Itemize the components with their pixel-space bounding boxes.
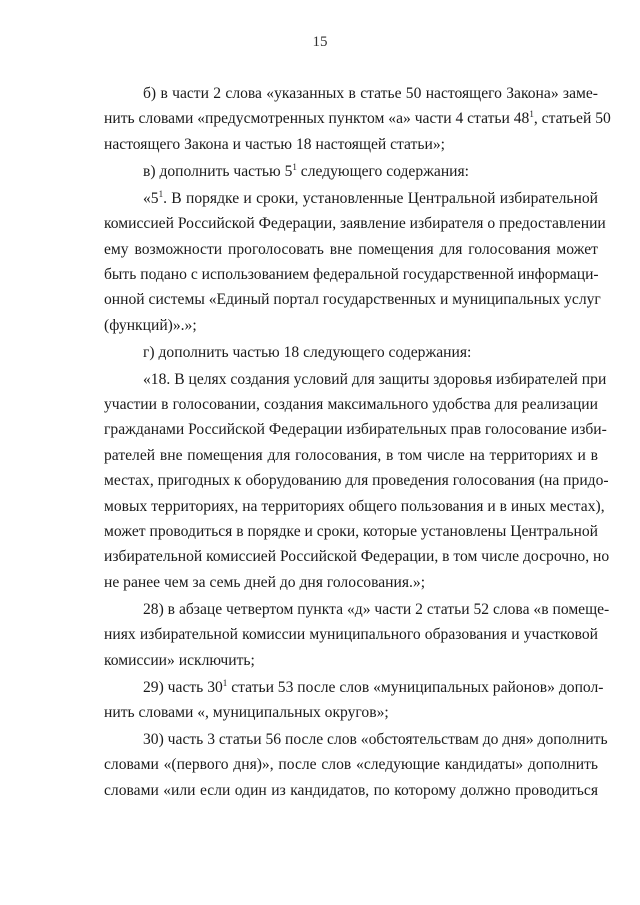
text-line: [104, 262, 598, 287]
line-text: ему возможности проголосовать вне помещения для голосования может: [104, 240, 598, 258]
line-text: 28) в абзаце четвертом пункта «д» части 2 статьи 52 слова «в помеще-: [143, 600, 610, 618]
text-line: [104, 132, 598, 157]
line-text: ниях избирательной комиссии муниципального образования и участковой: [104, 626, 598, 644]
line-text: гражданами Российской Федерации избирательных прав голосование изби-: [104, 421, 607, 439]
line-text: избирательной комиссией Российской Федерации, в том числе досрочно, но: [104, 548, 610, 566]
line-text: 30) часть 3 статьи 56 после слов «обстоятельствам до дня» дополнить: [143, 730, 608, 748]
line-text: онной системы «Единый портал государственных и муниципальных услуг: [104, 291, 601, 309]
line-text: статьи 53 после слов «муниципальных районов» допол-: [227, 678, 604, 696]
document-body: [104, 81, 611, 803]
text-line: [104, 443, 598, 468]
line-text: в) дополнить частью 5: [143, 162, 293, 180]
page-number: 15: [312, 34, 328, 50]
line-text: б) в части 2 слова «указанных в статье 50 настоящего Закона» заме-: [143, 85, 598, 102]
line-text: «18. В целях создания условий для защиты здоровья избирателей при: [143, 370, 607, 388]
text-line: [104, 81, 598, 106]
text-line: [104, 417, 607, 442]
line-text: может проводиться в порядке и сроки, которые установлены Центральной: [104, 523, 599, 541]
text-line: [104, 700, 598, 725]
text-line: [104, 468, 609, 493]
line-text: комиссии» исключить;: [104, 651, 255, 669]
text-line: [104, 727, 608, 752]
superscript: 1: [529, 109, 534, 120]
text-line: [104, 494, 605, 519]
text-line: [104, 778, 598, 803]
line-text: . В порядке и сроки, установленные Центральной избирательной: [163, 189, 598, 207]
line-text: быть подано с использованием федеральной государственной информаци-: [104, 265, 599, 283]
line-text: (функций)».»;: [104, 316, 197, 334]
text-line: [104, 367, 607, 392]
text-line: [104, 648, 598, 673]
text-line: [104, 392, 598, 417]
line-text: нить словами «, муниципальных округов»;: [104, 703, 389, 721]
line-text: мовых территориях, на территориях общего пользования и в иных местах),: [104, 497, 605, 515]
line-text: следующего содержания:: [296, 162, 470, 180]
text-line: [104, 340, 598, 365]
text-line: [104, 313, 598, 338]
line-text: , статьей 50: [533, 110, 611, 128]
line-text: словами «(первого дня)», после слов «следующие кандидаты» дополнить: [104, 756, 598, 774]
superscript: 1: [158, 188, 164, 199]
text-line: [104, 106, 611, 131]
text-line: [104, 597, 610, 622]
line-text: словами «или если один из кандидатов, по которому должно проводиться: [104, 781, 598, 799]
superscript: 1: [292, 161, 297, 172]
text-line: [104, 237, 598, 262]
line-text: «5: [143, 189, 159, 207]
text-line: [104, 211, 606, 236]
superscript: 1: [222, 677, 228, 688]
line-text: настоящего Закона и частью 18 настоящей статьи»;: [104, 135, 445, 153]
line-text: не ранее чем за семь дней до дня голосования.»;: [104, 573, 426, 591]
line-text: местах, пригодных к оборудованию для проведения голосования (на придо-: [104, 472, 609, 490]
text-line: [104, 570, 598, 595]
text-line: [104, 675, 604, 700]
line-text: нить словами «предусмотренных пунктом «а» части 4 статьи 48: [104, 110, 530, 128]
text-line: [104, 186, 598, 211]
text-line: [104, 519, 598, 544]
line-text: г) дополнить частью 18 следующего содержания:: [143, 343, 472, 361]
text-line: [104, 287, 601, 312]
text-line: [104, 622, 598, 647]
text-line: [104, 544, 610, 569]
line-text: 29) часть 30: [143, 678, 223, 696]
text-line: [104, 752, 598, 777]
text-line: [104, 159, 598, 184]
line-text: участии в голосовании, создания максимального удобства для реализации: [104, 396, 598, 414]
line-text: рателей вне помещения для голосования, в том числе на территориях и в: [104, 446, 598, 464]
line-text: комиссией Российской Федерации, заявление избирателя о предоставлении: [104, 215, 606, 233]
